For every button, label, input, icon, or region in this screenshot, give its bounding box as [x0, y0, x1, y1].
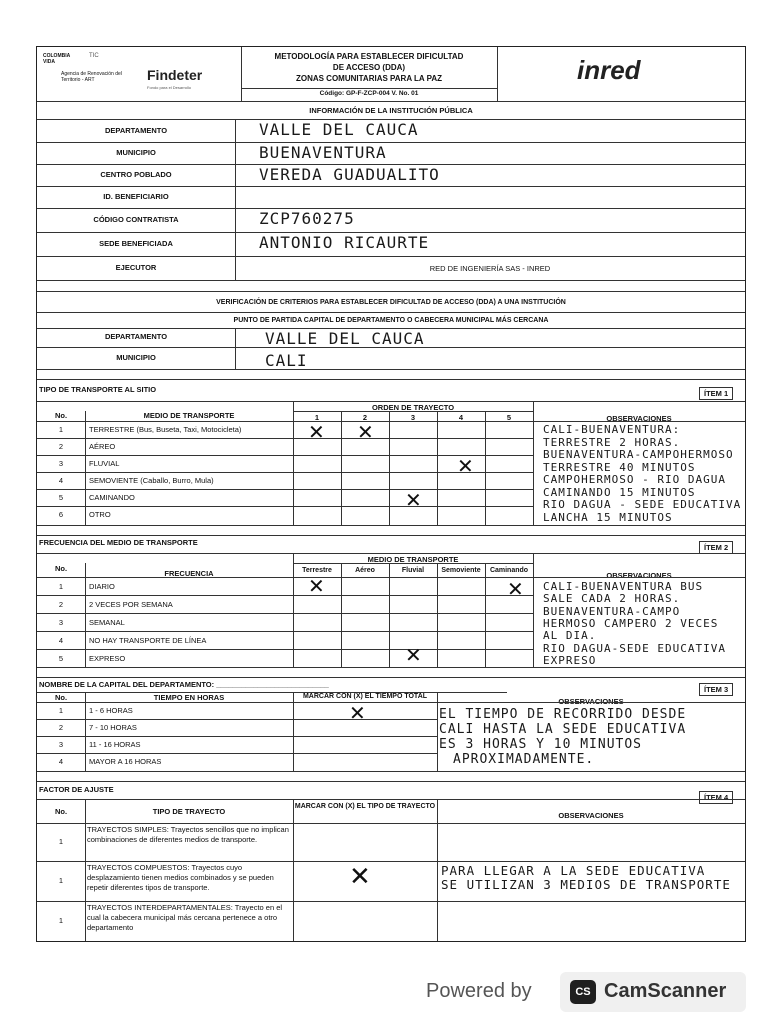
- item4-row-tipo: TRAYECTOS SIMPLES: Trayectos sencillos que no implican combinaciones de diferentes medios de transporte.: [87, 825, 289, 844]
- item1-row-medio: AÉREO: [89, 442, 116, 451]
- item3-title: NOMBRE DE LA CAPITAL DEL DEPARTAMENTO: ___________________________: [39, 680, 329, 689]
- obs-line: ES 3 HORAS Y 10 MINUTOS: [439, 737, 643, 752]
- info-label: SEDE BENEFICIADA: [99, 239, 173, 248]
- verif-mun-label: MUNICIPIO: [116, 353, 156, 362]
- item2-header-obs: OBSERVACIONES: [606, 571, 672, 580]
- obs-line: SALE CADA 2 HORAS.: [543, 592, 681, 606]
- row-divider: [37, 232, 745, 233]
- info-value: ZCP760275: [259, 209, 355, 228]
- obs-line: TERRESTRE 2 HORAS.: [543, 435, 681, 449]
- obs-line: EXPRESO: [543, 653, 597, 667]
- title-line-2: DE ACCESO (DDA): [332, 63, 406, 72]
- obs-line: CALI-BUENAVENTURA:: [543, 423, 681, 436]
- info-label: MUNICIPIO: [116, 148, 156, 157]
- obs-line: HERMOSO CAMPERO 2 VECES: [543, 616, 719, 630]
- row-divider: [37, 613, 533, 614]
- item2-header-frec: FRECUENCIA: [164, 569, 214, 578]
- row-divider: [37, 631, 533, 632]
- item3-row-no: 2: [58, 723, 64, 732]
- item2-title: FRECUENCIA DEL MEDIO DE TRANSPORTE: [39, 538, 198, 547]
- item4-header-tipo: TIPO DE TRAYECTO: [152, 807, 226, 816]
- item2-row-frec: NO HAY TRANSPORTE DE LÍNEA: [89, 636, 207, 645]
- order-col-header: 3: [410, 413, 416, 422]
- item3-header-obs: OBSERVACIONES: [558, 697, 624, 706]
- order-col-header: 2: [362, 413, 368, 422]
- obs-line: AL DIA.: [543, 629, 597, 643]
- item2-row-no: 3: [58, 618, 64, 627]
- order-col-header: 5: [506, 413, 512, 422]
- row-divider: [37, 753, 437, 754]
- row-divider: [37, 861, 745, 862]
- medio-col-header: Semoviente: [441, 567, 481, 574]
- item3-row-tiempo: 1 - 6 HORAS: [89, 706, 133, 715]
- obs-line: RIO DAGUA-SEDE EDUCATIVA: [543, 641, 726, 655]
- row-divider: [37, 719, 437, 720]
- colombia-logo: COLOMBIA VIDA: [43, 53, 71, 65]
- column-divider: [389, 563, 390, 667]
- mark-i1-r3-c4: ✕: [457, 454, 474, 478]
- row-divider: [37, 489, 533, 490]
- item2-row-frec: 2 VECES POR SEMANA: [89, 600, 173, 609]
- item1-row-no: 5: [58, 493, 64, 502]
- mark-i1-r1-c1: ✕: [308, 420, 325, 444]
- item2-row-no: 1: [58, 582, 64, 591]
- powered-by-text: Powered by: [426, 980, 532, 1002]
- findeter-logo: Findeter: [147, 67, 203, 83]
- item1-title: TIPO DE TRANSPORTE AL SITIO: [39, 385, 157, 394]
- item1-row-medio: FLUVIAL: [89, 459, 120, 468]
- obs-line: BUENAVENTURA-CAMPO: [543, 604, 681, 618]
- obs-line: LANCHA 15 MINUTOS: [543, 510, 673, 524]
- medio-col-header: Fluvial: [401, 567, 425, 574]
- info-label: DEPARTAMENTO: [104, 125, 168, 135]
- item1-header-medio: MEDIO DE TRANSPORTE: [143, 411, 235, 420]
- info-value: VEREDA GUADUALITO: [259, 165, 440, 184]
- info-section-title: INFORMACIÓN DE LA INSTITUCIÓN PÚBLICA: [309, 106, 473, 115]
- item4-header-obs: OBSERVACIONES: [558, 811, 624, 820]
- camscanner-icon: CS: [570, 980, 596, 1004]
- verif-dept-value: VALLE DEL CAUCA: [265, 329, 425, 348]
- item4-row-no: 1: [58, 876, 64, 885]
- item1-row-medio: CAMINANDO: [89, 493, 135, 502]
- row-divider: [37, 164, 745, 165]
- item1-row-medio: OTRO: [89, 510, 111, 519]
- obs-line: CALI-BUENAVENTURA BUS: [543, 580, 704, 593]
- title-line-1: METODOLOGÍA PARA ESTABLECER DIFICULTAD: [274, 52, 464, 61]
- inred-logo: inred: [577, 55, 641, 85]
- mark-i1-r5-c3: ✕: [405, 488, 422, 512]
- item3-row-tiempo: 7 - 10 HORAS: [89, 723, 137, 732]
- item2-row-frec: DIARIO: [89, 582, 115, 591]
- findeter-subtitle: Fondo para el Desarrollo: [147, 85, 192, 90]
- item2-header-no: No.: [54, 564, 68, 573]
- item3-row-no: 4: [58, 757, 64, 766]
- art-logo: Agencia de Renovación del Territorio - ART: [61, 71, 122, 83]
- info-label: CENTRO POBLADO: [100, 170, 172, 179]
- row-divider: [37, 186, 745, 187]
- camscanner-badge: [560, 972, 746, 1012]
- obs-line: CALI HASTA LA SEDE EDUCATIVA: [439, 722, 687, 737]
- obs-line: RIO DAGUA - SEDE EDUCATIVA: [543, 498, 742, 511]
- info-value: RED DE INGENIERÍA SAS - INRED: [429, 264, 551, 273]
- item2-row-no: 2: [58, 600, 64, 609]
- order-col-header: 4: [458, 413, 464, 422]
- item3-badge: ÍTEM 3: [699, 683, 733, 696]
- column-divider: [341, 411, 342, 525]
- item2-row-frec: SEMANAL: [89, 618, 125, 627]
- medio-col-header: Aéreo: [355, 567, 375, 574]
- obs-line: APROXIMADAMENTE.: [453, 752, 595, 767]
- item1-badge: ÍTEM 1: [699, 387, 733, 400]
- column-divider: [485, 563, 486, 667]
- item4-badge: ÍTEM 4: [699, 791, 733, 804]
- item3-header-tiempo: TIEMPO EN HORAS: [153, 693, 225, 702]
- obs-line: PARA LLEGAR A LA SEDE EDUCATIVA: [441, 863, 706, 878]
- title-line-3: ZONAS COMUNITARIAS PARA LA PAZ: [295, 74, 443, 83]
- mark-i4-r2: ✕: [349, 862, 371, 892]
- medio-col-header: Caminando: [489, 567, 529, 574]
- info-label: CÓDIGO CONTRATISTA: [93, 215, 179, 224]
- info-value: ANTONIO RICAURTE: [259, 233, 430, 252]
- order-col-header: 1: [314, 413, 320, 422]
- item3-header-no: No.: [54, 693, 68, 702]
- row-divider: [37, 595, 533, 596]
- dda-form: [36, 46, 746, 942]
- item4-row-no: 1: [58, 916, 64, 925]
- item4-header-marcar: MARCAR CON (X) EL TIPO DE TRAYECTO: [294, 803, 436, 810]
- mark-i2-r1-terrestre: ✕: [308, 574, 325, 598]
- row-divider: [37, 142, 745, 143]
- verif-title: VERIFICACIÓN DE CRITERIOS PARA ESTABLECER DIFICULTAD DE ACCESO (DDA) A UNA INSTITUCIÓN: [216, 299, 566, 306]
- row-divider: [37, 649, 533, 650]
- row-divider: [37, 208, 745, 209]
- item3-header-marcar: MARCAR CON (X) EL TIEMPO TOTAL: [302, 693, 428, 700]
- medio-col-header: Terrestre: [302, 567, 332, 574]
- verif-subtitle: PUNTO DE PARTIDA CAPITAL DE DEPARTAMENTO O CABECERA MUNICIPAL MÁS CERCANA: [233, 317, 549, 324]
- obs-line: CAMINANDO 15 MINUTOS: [543, 485, 696, 499]
- item2-row-frec: EXPRESO: [89, 654, 126, 663]
- item1-row-medio: TERRESTRE (Bus, Buseta, Taxi, Motocicleta): [89, 425, 242, 434]
- mark-i2-r1-caminando: ✕: [507, 577, 524, 601]
- item1-row-no: 3: [58, 459, 64, 468]
- row-divider: [37, 901, 745, 902]
- column-divider: [485, 411, 486, 525]
- camscanner-brand: CamScanner: [604, 980, 727, 1002]
- item1-header-no: No.: [54, 411, 68, 420]
- item3-row-no: 3: [58, 740, 64, 749]
- item1-row-no: 1: [58, 425, 64, 434]
- item4-row-tipo: TRAYECTOS COMPUESTOS: Trayectos cuyo desplazamiento tienen medios combinados y se pueden repetir diferentes tipos de transporte.: [87, 863, 274, 892]
- obs-line: CAMPOHERMOSO - RIO DAGUA: [543, 473, 726, 486]
- item1-row-no: 6: [58, 510, 64, 519]
- mark-i1-r1-c2: ✕: [357, 420, 374, 444]
- item4-header-no: No.: [54, 807, 68, 816]
- obs-line: EL TIEMPO DE RECORRIDO DESDE: [439, 707, 687, 722]
- item2-row-no: 5: [58, 654, 64, 663]
- item4-row-tipo: TRAYECTOS INTERDEPARTAMENTALES: Trayecto en el cual la cabecera municipal más cercana pertenece a otro departamento: [87, 903, 283, 932]
- item1-header-obs: OBSERVACIONES: [606, 414, 672, 423]
- obs-line: TERRESTRE 40 MINUTOS: [543, 460, 696, 474]
- row-divider: [37, 256, 745, 257]
- row-divider: [37, 506, 533, 507]
- info-value: VALLE DEL CAUCA: [259, 120, 419, 139]
- mark-i2-r5-fluvial: ✕: [405, 643, 422, 667]
- camscanner-footer: [420, 968, 750, 1018]
- obs-line: SE UTILIZAN 3 MEDIOS DE TRANSPORTE: [441, 877, 731, 892]
- item4-title: FACTOR DE AJUSTE: [39, 785, 114, 794]
- item4-row-no: 1: [58, 837, 64, 846]
- info-label: EJECUTOR: [115, 263, 157, 272]
- info-value: BUENAVENTURA: [259, 143, 387, 162]
- item1-row-medio: SEMOVIENTE (Caballo, Burro, Mula): [89, 476, 214, 485]
- column-divider: [437, 411, 438, 525]
- column-divider: [437, 563, 438, 667]
- form-code: Código: GP-F-ZCP-004 V. No. 01: [319, 90, 419, 97]
- obs-line: BUENAVENTURA-CAMPOHERMOSO: [543, 448, 734, 461]
- row-divider: [37, 438, 533, 439]
- column-divider: [389, 411, 390, 525]
- item3-row-no: 1: [58, 706, 64, 715]
- verif-mun-value: CALI: [265, 351, 308, 370]
- item1-row-no: 4: [58, 476, 64, 485]
- info-label: ID. BENEFICIARIO: [103, 192, 169, 201]
- form-title: [241, 51, 497, 84]
- item2-row-no: 4: [58, 636, 64, 645]
- mark-i3-r1: ✕: [349, 701, 366, 725]
- column-divider: [341, 563, 342, 667]
- row-divider: [37, 736, 437, 737]
- tic-logo: TIC: [89, 53, 99, 59]
- item3-row-tiempo: MAYOR A 16 HORAS: [89, 757, 162, 766]
- logo-block: [41, 49, 241, 101]
- item1-header-orden: ORDEN DE TRAYECTO: [371, 403, 455, 412]
- item3-row-tiempo: 11 - 16 HORAS: [89, 740, 141, 749]
- item1-row-no: 2: [58, 442, 64, 451]
- verif-dept-label: DEPARTAMENTO: [104, 332, 168, 341]
- item2-header-medio: MEDIO DE TRANSPORTE: [367, 555, 459, 564]
- item2-badge: ÍTEM 2: [699, 541, 733, 554]
